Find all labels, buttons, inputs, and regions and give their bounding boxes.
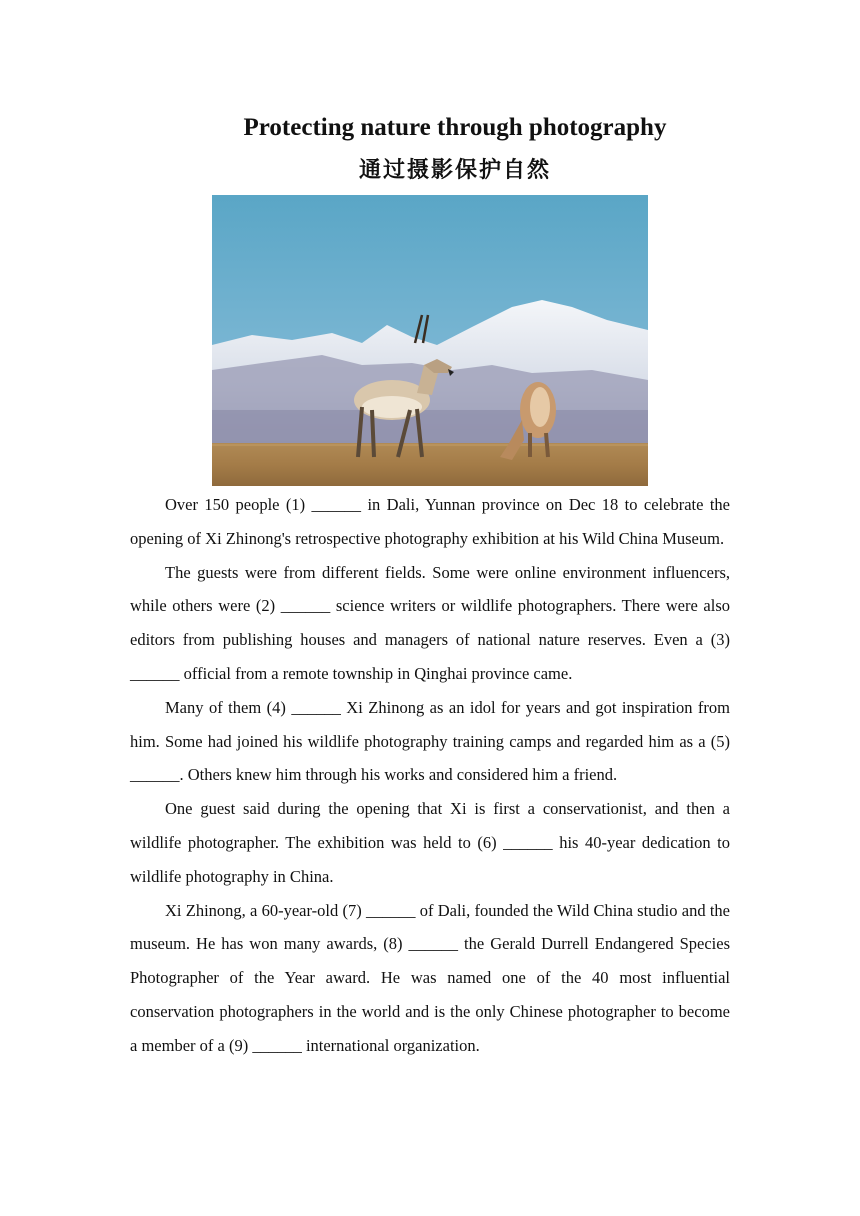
paragraph-1: Over 150 people (1) ______ in Dali, Yunnan province on Dec 18 to celebrate the opening of Xi Zhinong's retrospective photography exhibition at his Wild China Museum.	[130, 495, 730, 548]
title-chinese: 通过摄影保护自然	[358, 158, 551, 183]
article-body	[130, 488, 730, 1063]
title-english: Protecting nature through photography	[243, 114, 667, 141]
paragraph-2: The guests were from different fields. Some were online environment influencers, while others were (2) ______ science writers or wildlife photographers. There were also editors from publishing houses and managers of national nature reserves. Even a (3) ______ official from a remote township in Qinghai province came.	[130, 562, 730, 683]
paragraph-4: One guest said during the opening that Xi is first a conservationist, and then a wildlife photographer. The exhibition was held to (6) ______ his 40-year dedication to wildlife photography in China.	[130, 799, 730, 886]
paragraph-3: Many of them (4) ______ Xi Zhinong as an idol for years and got inspiration from him. Some had joined his wildlife photography training camps and regarded him as a (5) ______. Others knew him through his works and considered him a friend.	[130, 697, 730, 785]
antelope-photo	[212, 195, 648, 486]
paragraph-5: Xi Zhinong, a 60-year-old (7) ______ of Dali, founded the Wild China studio and the museum. He has won many awards, (8) ______ the Gerald Durrell Endangered Species Photographer of the Year award. He was named one of the 40 most influential conservation photographers in the world and is the only Chinese photographer to become a member of a (9) ______ international organization.	[130, 900, 730, 1055]
antelope-photo-illustration	[212, 195, 648, 486]
